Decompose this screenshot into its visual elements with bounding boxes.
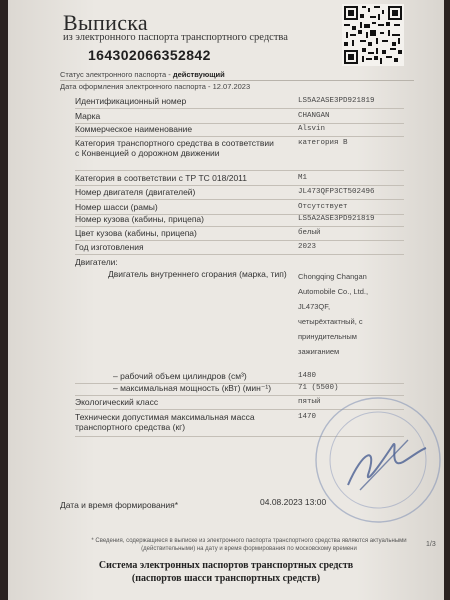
footnote: * Сведения, содержащиеся в выписке из электронного паспорта транспортного средства являются актуальными (действительными) на дату и время формирования по московскому времени <box>91 538 407 552</box>
field-value: M1 <box>298 174 308 182</box>
engines-heading-row <box>75 257 404 269</box>
document-subtitle: из электронного паспорта транспортного средства <box>63 32 288 43</box>
generated-datetime-label: Дата и время формирования* <box>60 500 179 510</box>
eco-class-value: пятый <box>298 398 321 406</box>
engines-heading: Двигатели: <box>75 257 118 267</box>
engine-type-line: Automobile Co., Ltd., <box>298 287 369 296</box>
divider <box>60 80 414 81</box>
field-label: Год изготовления <box>75 242 144 252</box>
engine-volume-value: 1480 <box>298 372 317 380</box>
field-label: Марка <box>75 111 101 121</box>
passport-status <box>60 70 225 79</box>
field-row-color <box>75 228 404 241</box>
field-label: Номер кузова (кабины, прицепа) <box>75 214 204 224</box>
field-value: Отсутствует <box>298 203 348 211</box>
eco-class-label: Экологический класс <box>75 397 159 407</box>
engine-type-line: JL473QF, <box>298 302 331 311</box>
field-value: 2023 <box>298 243 317 251</box>
field-row-category-convention <box>75 138 404 171</box>
system-name-line1: Система электронных паспортов транспортных средств <box>98 560 354 571</box>
max-mass-value: 1470 <box>298 413 317 421</box>
engine-type-line: зажиганием <box>298 347 340 356</box>
field-value: CHANGAN <box>298 112 330 120</box>
field-value: белый <box>298 229 321 237</box>
field-label: Коммерческое наименование <box>75 124 193 134</box>
qr-code-icon <box>342 4 404 66</box>
stamp-signature-icon <box>308 390 444 530</box>
field-label: Категория транспортного средства в соответствии с Конвенцией о дорожном движении <box>75 138 274 158</box>
field-value: категория B <box>298 139 348 147</box>
field-value: Alsvin <box>298 125 326 133</box>
document-title: Выписка <box>63 10 148 35</box>
field-row-engine-number <box>75 187 404 200</box>
document-sheet <box>8 0 444 600</box>
issue-date-label: Дата оформления электронного паспорта - <box>60 82 213 91</box>
field-value: LS5A2ASE3PD921819 <box>298 215 375 223</box>
field-value: JL473QFP3CT502496 <box>298 188 375 196</box>
field-label: Номер двигателя (двигателей) <box>75 187 196 197</box>
max-mass-label: Технически допустимая максимальная масса транспортного средства (кг) <box>75 412 255 432</box>
engine-type-line: четырёхтактный, с <box>298 317 363 326</box>
field-label: Идентификационный номер <box>75 96 187 106</box>
field-row-make <box>75 111 404 124</box>
engine-power-value: 71 (5500) <box>298 384 339 392</box>
engine-type-line: Chongqing Changan <box>298 272 367 281</box>
page-indicator: 1/3 <box>426 541 436 548</box>
field-label: Цвет кузова (кабины, прицепа) <box>75 228 197 238</box>
engine-volume-label: – рабочий объем цилиндров (см³) <box>113 371 247 381</box>
passport-number: 164302066352842 <box>88 47 211 63</box>
engine-type-value <box>298 269 376 359</box>
engine-type-label: Двигатель внутреннего сгорания (марка, тип) <box>108 269 287 279</box>
field-label: Категория в соответствии с ТР ТС 018/2011 <box>75 173 248 183</box>
generated-datetime-value: 04.08.2023 13:00 <box>260 497 327 507</box>
field-row-category-tr <box>75 173 404 186</box>
status-value: действующий <box>172 70 225 79</box>
field-row-year <box>75 242 404 255</box>
passport-issue-date <box>60 82 250 91</box>
field-row-vin <box>75 96 404 109</box>
field-row-body-number <box>75 214 404 227</box>
field-label: Номер шасси (рамы) <box>75 202 158 212</box>
system-name-line2: (паспортов шасси транспортных средств) <box>131 573 321 584</box>
field-row-model <box>75 124 404 137</box>
engine-power-label: – максимальная мощность (кВт) (мин⁻¹) <box>113 383 272 393</box>
engine-type-row <box>75 269 404 373</box>
issue-date-value: 12.07.2023 <box>212 82 251 91</box>
field-value: LS5A2ASE3PD921819 <box>298 97 375 105</box>
engine-type-line: принудительным <box>298 332 357 341</box>
status-label: Статус электронного паспорта - <box>60 70 173 79</box>
